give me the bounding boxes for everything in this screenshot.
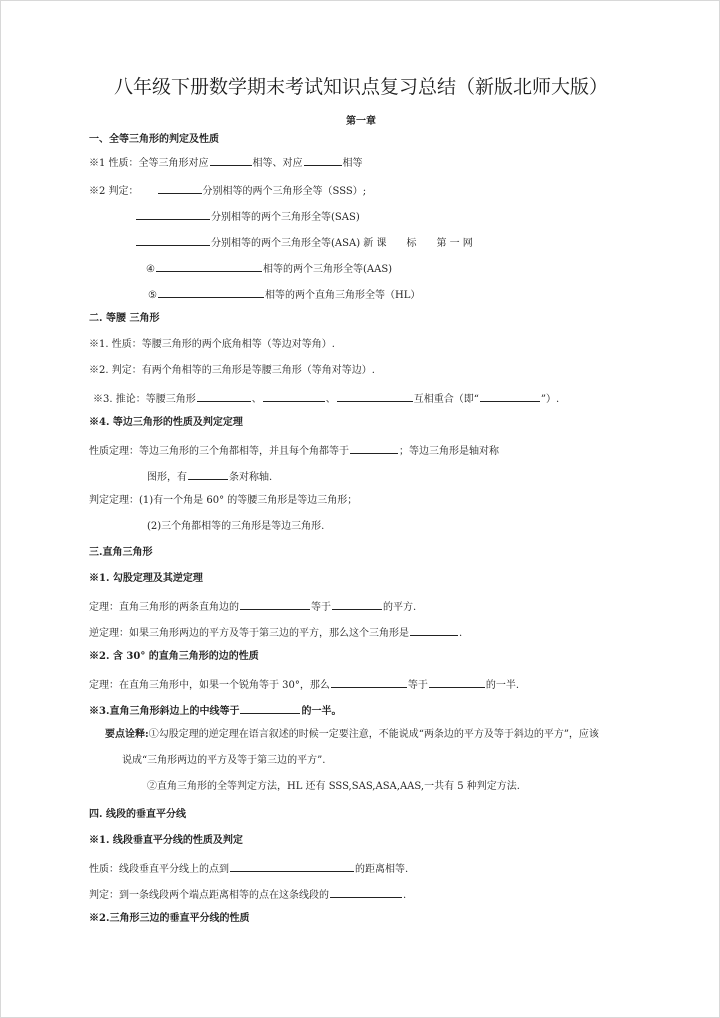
blank [429, 677, 485, 688]
blank [410, 625, 458, 636]
congruent-nature-text-b: 相等、对应 [252, 158, 303, 169]
note-label: 要点诠释: [105, 729, 149, 740]
median-line [89, 703, 341, 718]
judge-aas-text: 相等的两个三角形全等(AAS) [262, 264, 393, 275]
chapter-heading: 第一章 [346, 116, 376, 127]
pythagoras-converse-line [89, 625, 462, 640]
equilateral-heading: ※4. 等边三角形的性质及判定定理 [89, 417, 243, 428]
blank [240, 599, 310, 610]
corollary-sep-2: 、 [325, 394, 336, 405]
pythagoras-text-b: 等于 [311, 602, 331, 613]
blank [156, 261, 262, 272]
blank [331, 677, 407, 688]
pythagoras-text-a: 定理：直角三角形的两条直角边的 [89, 602, 239, 613]
converse-text-a: 逆定理：如果三角形两边的平方及等于第三边的平方，那么这个三角形是 [89, 628, 409, 639]
judge-sas-text: 分别相等的两个三角形全等(SAS) [211, 212, 360, 223]
blank [136, 235, 210, 246]
corollary-text-c: ”）. [540, 394, 560, 405]
note-line-2: 说成“三角形两边的平方及等于第三边的平方”. [122, 755, 326, 766]
blank [210, 155, 252, 166]
aas-number: ④ [146, 264, 155, 275]
equilateral-text-b: ；等边三角形是轴对称 [399, 446, 499, 457]
converse-text-b: . [459, 628, 463, 639]
thirty-degree-heading: ※2. 含 30° 的直角三角形的边的性质 [89, 651, 259, 662]
congruent-judge-sas-line [135, 209, 360, 224]
congruent-nature-text-c: 相等 [342, 158, 363, 169]
corollary-text-b: 互相重合（即“ [413, 394, 479, 405]
section-3-heading: 三.直角三角形 [89, 547, 153, 558]
hl-number: ⑤ [148, 290, 157, 301]
congruent-nature-text-a: ※1 性质：全等三角形对应 [89, 158, 209, 169]
equilateral-symmetry-line [147, 469, 272, 484]
note-line-1 [105, 729, 599, 741]
blank [263, 391, 325, 402]
blank [350, 443, 398, 454]
section-2-heading: 二. 等腰 三角形 [89, 313, 160, 324]
bisector-nature-line [89, 861, 408, 876]
judge-label: ※2 判定： [89, 186, 139, 197]
judge-sss-text: 分别相等的两个三角形全等（SSS）; [202, 186, 367, 197]
thirty-degree-line [89, 677, 519, 692]
pythagoras-heading: ※1. 勾股定理及其逆定理 [89, 573, 203, 584]
document-title: 八年级下册数学期末考试知识点复习总结（新版北师大版） [113, 76, 608, 98]
blank [332, 599, 382, 610]
bisector-text-c: 判定：到一条线段两个端点距离相等的点在这条线段的 [89, 890, 329, 901]
isosceles-corollary-line [93, 391, 559, 406]
blank [188, 469, 228, 480]
congruent-judge-aas-line [146, 261, 392, 276]
isosceles-judge: ※2. 判定：有两个角相等的三角形是等腰三角形（等角对等边）. [89, 365, 375, 376]
blank [304, 155, 342, 166]
bisector-text-d: . [403, 890, 407, 901]
median-text-a: ※3.直角三角形斜边上的中线等于 [89, 706, 240, 717]
note-text-1: ①勾股定理的逆定理在语言叙述的时候一定要注意，不能说成“两条边的平方及等于斜边的平方”，应该 [148, 729, 599, 740]
blank [240, 703, 300, 714]
thirty-text-a: 定理：在直角三角形中，如果一个锐角等于 30°，那么 [89, 680, 330, 691]
corollary-text-a: ※3. 推论：等腰三角形 [93, 394, 196, 405]
thirty-text-c: 的一半. [485, 680, 520, 691]
congruent-nature-line [89, 155, 363, 170]
section-4-heading: 四. 线段的垂直平分线 [89, 809, 186, 820]
judge-asa-text: 分别相等的两个三角形全等(ASA) 新 课 标 第 一 网 [211, 238, 473, 249]
blank [480, 391, 540, 402]
bisector-text-b: 的距离相等. [355, 864, 409, 875]
corollary-sep-1: 、 [251, 394, 262, 405]
thirty-text-b: 等于 [407, 680, 428, 691]
blank [337, 391, 413, 402]
bisector-heading: ※1. 线段垂直平分线的性质及判定 [89, 835, 243, 846]
blank [136, 209, 210, 220]
note-line-3: ②直角三角形的全等判定方法，HL 还有 SSS,SAS,ASA,AAS,一共有 5 种判定方法. [147, 781, 520, 792]
equilateral-text-c: 图形，有 [147, 472, 187, 483]
blank [230, 861, 354, 872]
equilateral-text-a: 性质定理：等边三角形的三个角都相等，并且每个角都等于 [89, 446, 349, 457]
triangle-bisector-heading: ※2.三角形三边的垂直平分线的性质 [89, 913, 250, 924]
isosceles-nature: ※1. 性质：等腰三角形的两个底角相等（等边对等角）. [89, 339, 335, 350]
median-text-b: 的一半。 [301, 706, 342, 717]
blank [330, 887, 402, 898]
congruent-judge-sss-line [89, 183, 366, 198]
judge-hl-text: 相等的两个直角三角形全等（HL） [264, 290, 421, 301]
section-1-heading: 一、全等三角形的判定及性质 [89, 134, 219, 145]
blank [158, 287, 264, 298]
equilateral-judge-2: (2)三个角都相等的三角形是等边三角形. [147, 521, 325, 532]
congruent-judge-hl-line [148, 287, 420, 302]
equilateral-judge-1: 判定定理：(1)有一个角是 60° 的等腰三角形是等边三角形； [89, 495, 358, 506]
equilateral-text-d: 条对称轴. [229, 472, 273, 483]
bisector-text-a: 性质：线段垂直平分线上的点到 [89, 864, 229, 875]
pythagoras-theorem-line [89, 599, 416, 614]
equilateral-nature-line [89, 443, 499, 458]
congruent-judge-asa-line [135, 235, 473, 250]
blank [197, 391, 251, 402]
bisector-judge-line [89, 887, 406, 902]
blank [158, 183, 202, 194]
pythagoras-text-c: 的平方. [383, 602, 417, 613]
